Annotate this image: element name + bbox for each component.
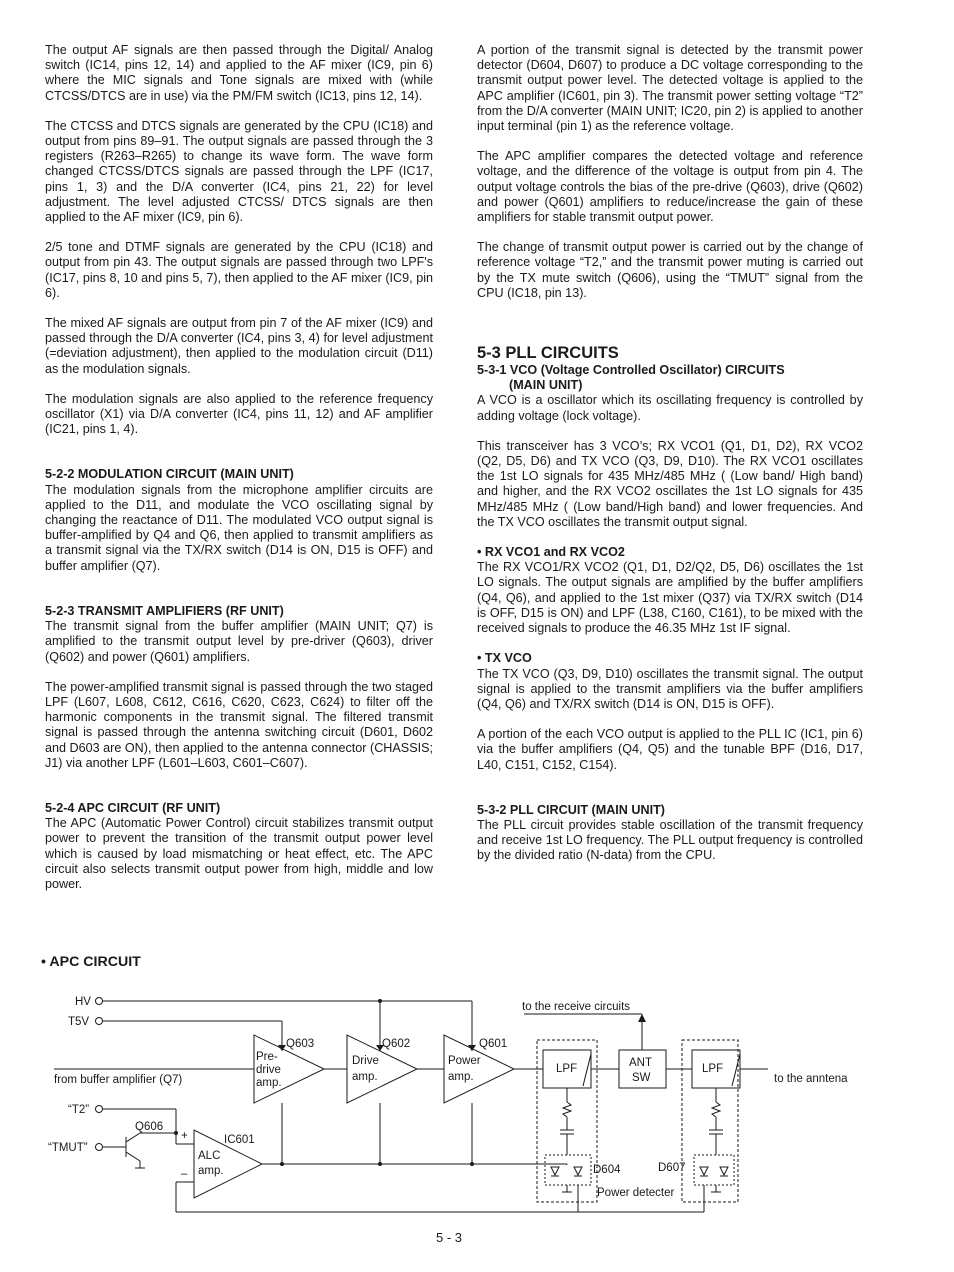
d607-diode-icon <box>700 1167 708 1175</box>
d607-label: D607 <box>658 1162 686 1174</box>
paragraph: This transceiver has 3 VCO’s; RX VCO1 (Q1, D1, D2), RX VCO2 (Q2, D5, D6) and TX VCO (Q3, D9, D10). The RX VCO1 oscillates the 1st LO signals for 435 MHz/485 MHz ( (Low band/ High band) and higher, and the RX VCO2 oscillates the 1st LO signals for 435 MHz/485 MHz ( (Low band/High band) and lower frequencies. And the TX VCO oscillates the transmit output signal. <box>477 438 863 529</box>
apc-circuit-diagram <box>0 985 954 1220</box>
plus-sign: + <box>181 1130 188 1142</box>
q606-label: Q606 <box>135 1121 164 1133</box>
t2-terminal <box>96 1106 103 1113</box>
section-heading-5-3-1-unit: (MAIN UNIT) <box>509 378 583 393</box>
bullet-heading-rx-vco: • RX VCO1 and RX VCO2 <box>477 545 625 560</box>
apc-circuit-title: • APC CIRCUIT <box>41 954 141 970</box>
pre-drive-label-1: Pre- <box>256 1051 278 1063</box>
tmut-terminal <box>96 1144 103 1151</box>
paragraph: The mixed AF signals are output from pin 7 of the AF mixer (IC9) and passed through the D/A converter (IC4, pins 3, 4) for level adjustment (=deviation adjustment), then applied to the modulation circuit (D11) as the modulation signals. <box>45 316 433 376</box>
paragraph: The PLL circuit provides stable oscillation of the transmit frequency and receive 1st LO frequency. The PLL output frequency is controlled by the divided ratio (N-data) from the CPU. <box>477 817 863 863</box>
drive-label-1: Drive <box>352 1055 379 1067</box>
section-heading-5-3-2: 5-3-2 PLL CIRCUIT (MAIN UNIT) <box>477 802 665 817</box>
d604-label: D604 <box>593 1164 621 1176</box>
paragraph: The modulation signals from the microphone amplifier circuits are applied to the D11, and modulate the VCO oscillating signal by changing the reactance of D11. The modulated VCO output signal is buffer-amplified by Q4 and Q6, then applied to transmit amplifiers as a transmit signal via the TX/RX switch (D14 is ON, D15 is OFF) and buffer amplifier (Q7). <box>45 482 433 573</box>
paragraph: The modulation signals are also applied to the reference frequency oscillator (X1) via D/A converter (IC4, pins 11, 12) and AF amplifier (IC21, pins 1, 4). <box>45 391 433 437</box>
paragraph: The RX VCO1/RX VCO2 (Q1, D1, D2/Q2, D5, D6) oscillates the 1st LO signals. The output signals are amplified by the buffer amplifiers (Q4, Q6), and applied to the 1st mixer (Q37) via TX/RX switch (D14 is OFF, D15 is ON) and LPF (L38, C160, C161), to be mixed with the received signals to produce the 46.35 MHz 1st IF signal. <box>477 560 863 636</box>
lpf-label-2: LPF <box>702 1063 724 1075</box>
tmut-label: “TMUT” <box>48 1142 88 1154</box>
pre-drive-label-3: amp. <box>256 1077 282 1089</box>
bullet-heading-tx-vco: • TX VCO <box>477 651 532 666</box>
q603-label: Q603 <box>286 1038 315 1050</box>
t5v-label: T5V <box>68 1016 90 1028</box>
drive-label-2: amp. <box>352 1071 378 1083</box>
paragraph: The power-amplified transmit signal is passed through the two staged LPF (L607, L608, C612, C616, C620, C623, C624) to filter off the harmonic components in the transmit signal. The filtered transmit signal is passed through the antenna switching circuit (D601, D602 and D603 are ON), then applied to the antenna connector (CHASSIS; J1) via another LPF (L601–L603, C601–C607). <box>45 679 433 770</box>
paragraph: 2/5 tone and DTMF signals are generated by the CPU (IC18) and output from pin 43. The output signals are passed through two LPF's (IC17, pins 8, 10 and pins 5, 7), then applied to the AF mixer (IC9, pin 6). <box>45 240 433 300</box>
from-buffer-label: from buffer amplifier (Q7) <box>54 1074 183 1086</box>
section-heading-5-2-3: 5-2-3 TRANSMIT AMPLIFIERS (RF UNIT) <box>45 603 284 618</box>
paragraph: A portion of the each VCO output is applied to the PLL IC (IC1, pin 6) via the buffer amplifiers (Q4, Q5) and the tunable BPF (D16, D17, L40, C151, C152, C154). <box>477 727 863 772</box>
paragraph: The transmit signal from the buffer amplifier (MAIN UNIT; Q7) is amplified to the transmit output level by pre-driver (Q603), driver (Q602) and power (Q601) amplifiers. <box>45 619 433 664</box>
ic601-label: IC601 <box>224 1134 255 1146</box>
power-label-1: Power <box>448 1055 481 1067</box>
hv-terminal <box>96 998 103 1005</box>
pre-drive-label-2: drive <box>256 1064 281 1076</box>
d604-diode-icon <box>551 1167 559 1175</box>
paragraph: The APC (Automatic Power Control) circuit stabilizes transmit output power to prevent the transition of the transmit output power level which is caused by load mismatching or heat effect, etc. The APC circuit also selects transmit output power from high, middle and low power. <box>45 816 433 891</box>
paragraph: The APC amplifier compares the detected voltage and reference voltage, and the difference of the voltage is output from pin 4. The output voltage controls the bias of the pre-drive (Q603), drive (Q602) and power (Q601) amplifiers to reduce/increase the gain of these amplifiers for stable transmit output power. <box>477 149 863 225</box>
section-heading-5-3: 5-3 PLL CIRCUITS <box>477 344 619 363</box>
section-heading-5-2-4: 5-2-4 APC CIRCUIT (RF UNIT) <box>45 800 221 815</box>
q602-label: Q602 <box>382 1038 411 1050</box>
alc-label-2: amp. <box>198 1165 224 1177</box>
paragraph: The CTCSS and DTCS signals are generated by the CPU (IC18) and output from pins 89–91. The output signals are passed through the 3 registers (R263–R265) to change its wave form. The wave form changed CTCSS/DTCS signals are passed through the LPF (IC17, pins 1, 3) and the D/A converter (IC4, pins 21, 22) for level adjustment. The level adjusted CTCSS/ DTCS signals are then applied to the AF mixer (IC9, pin 6). <box>45 118 433 225</box>
right-column <box>477 43 863 864</box>
power-label-2: amp. <box>448 1071 474 1083</box>
paragraph: The output AF signals are then passed through the Digital/ Analog switch (IC14, pins 12, 14) and applied to the AF mixer (IC9, pin 6) where the MIC signals and Tone signals are mixed with (while CTCSS/DTCS are in use) via the PM/FM switch (IC13, pins 12, 14). <box>45 43 433 103</box>
power-detecter-label: Power detecter <box>597 1187 675 1199</box>
minus-sign: – <box>181 1168 188 1180</box>
ant-sw-label-2: SW <box>632 1072 651 1084</box>
ant-sw-label-1: ANT <box>629 1057 652 1069</box>
t2-label: “T2” <box>68 1104 90 1116</box>
lpf-label-1: LPF <box>556 1063 578 1075</box>
section-heading-5-2-2: 5-2-2 MODULATION CIRCUIT (MAIN UNIT) <box>45 467 294 482</box>
section-heading-5-3-1: 5-3-1 VCO (Voltage Controlled Oscillator) CIRCUITS <box>477 363 785 378</box>
to-antenna-label: to the anntena <box>774 1073 848 1085</box>
paragraph: The TX VCO (Q3, D9, D10) oscillates the transmit signal. The output signal is applied to the transmit amplifiers via the buffer amplifiers (Q4, Q6) and TX/RX switch (D14 is ON, D15 is OFF). <box>477 666 863 711</box>
t5v-terminal <box>96 1018 103 1025</box>
q601-label: Q601 <box>479 1038 508 1050</box>
left-column <box>45 43 433 892</box>
to-receive-label: to the receive circuits <box>522 1001 631 1013</box>
page-number: 5 - 3 <box>436 1230 463 1245</box>
paragraph: The change of transmit output power is carried out by the change of reference voltage “T2,” and the transmit power muting is carried out by the TX mute switch (Q606), using the “TMUT” signal from the CPU (IC18, pin 13). <box>477 240 863 300</box>
paragraph: A portion of the transmit signal is detected by the transmit power detector (D604, D607) to produce a DC voltage corresponding to the transmit output power level. The detected voltage is applied to the APC amplifier (IC601, pin 3). The transmit power setting voltage “T2” from the D/A converter (MAIN UNIT; IC20, pin 2) is applied to another input terminal (pin 1) as the reference voltage. <box>477 43 863 134</box>
alc-label-1: ALC <box>198 1150 221 1162</box>
paragraph: A VCO is a oscillator which its oscillating frequency is controlled by adding voltage (lock voltage). <box>477 393 863 423</box>
hv-label: HV <box>75 996 91 1008</box>
